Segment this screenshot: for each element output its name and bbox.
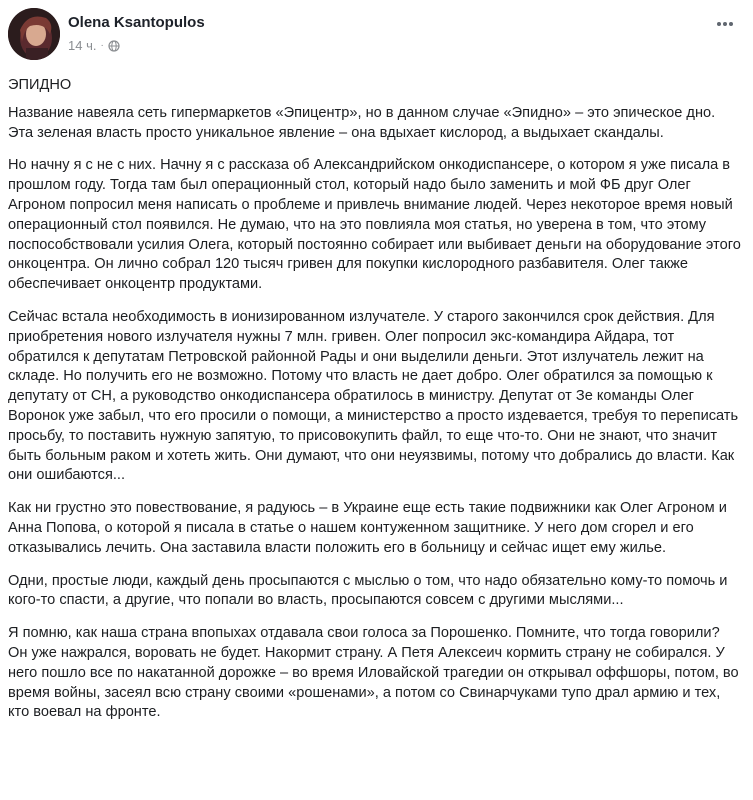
post-body [8,76,743,736]
post-meta [68,38,120,53]
post-title: ЭПИДНО [8,77,72,93]
post-paragraph: Название навеяла сеть гипермаркетов «Эпицентр», но в данном случае «Эпидно» – это эпическое дно. Эта зеленая власть просто уникальное явление – она вдыхает кислород, а выдыхает скандалы. [8,104,716,141]
avatar-photo [8,8,60,60]
post-paragraph: Как ни грустно это повествование, я радуюсь – в Украине еще есть такие подвижники как Олег Агроном и Анна Попова, о которой я писала в статье о нашем контуженном защитнике. У него дом сгорел и его отказывались лечить. Она заставила власти положить его в больницу и сейчас ищет ему жилье. [8,500,727,556]
post-paragraph: Но начну я с не с них. Начну я с рассказа об Александрийском онкодиспансере, о котором я уже писала в прошлом году. Тогда там был операционный стол, который надо было заменить и мой ФБ друг Олег Агроном попросил меня написать о проблеме и привлечь внимание людей. Через некоторое время новый операционный стол появился. Не думаю, что на это повлияла моя статья, но уверена в том, что этому поспособствовали усилия Олега, который постоянно собирает или выбивает деньги на оборудование этого онкоцентра. Он лично собрал 120 тысяч гривен для покупки кислородного разбавителя. Олег также обеспечивает онкоцентр продуктами. [8,157,741,293]
more-options-icon[interactable] [713,12,737,36]
author-avatar[interactable] [8,8,60,60]
post-paragraph: Одни, простые люди, каждый день просыпаются с мыслью о том, что надо обязательно кому-то помочь и кого-то спасти, а другие, что попали во власть, просыпаются совсем с другими мыслями... [8,572,728,609]
globe-icon [108,40,120,52]
author-name[interactable]: Olena Ksantopulos [68,14,205,31]
post-header [8,8,745,64]
post-paragraph: Сейчас встала необходимость в ионизированном излучателе. У старого закончился срок действия. Для приобретения нового излучателя нужны 7 млн. гривен. Олег попросил экс-командира Айдара, тот обратился к депутатам Петровской районной Рады и они выделили деньги. Этот излучатель лежит на складе. Но получить его не возможно. Потому что власть не дает добро. Олег обратился за помощью к депутату от СН, а руководство онкодиспансера обратилось в министру. Депутат от Зе команды Олег Воронок уже забыл, что его просили о помощи, а министерство а просто издевается, требуя то переписать просьбу, то поставить нужную запятую, то присовокупить файл, то еще что-то. Они не знают, что значит быть больным раком и хотеть жить. Они думают, что они неуязвимы, потому что добрались до власти. Как они ошибаются... [8,308,739,484]
post-timestamp[interactable]: 14 ч. [68,38,97,53]
meta-separator: · [100,40,104,51]
post-paragraph: Я помню, как наша страна впопыхах отдавала свои голоса за Порошенко. Помните, что тогда говорили? Он уже нажрался, воровать не будет. Накормит страну. А Петя Алексеич кормить страну не собирался. У него пошло все по накатанной дорожке – во время Иловайской трагедии он открывал оффшоры, потом, во время войны, засеял всю страну своими «рошенами», а потом со Свинарчуками тупо драл армию и тех, кто воевал на фронте. [8,625,739,721]
